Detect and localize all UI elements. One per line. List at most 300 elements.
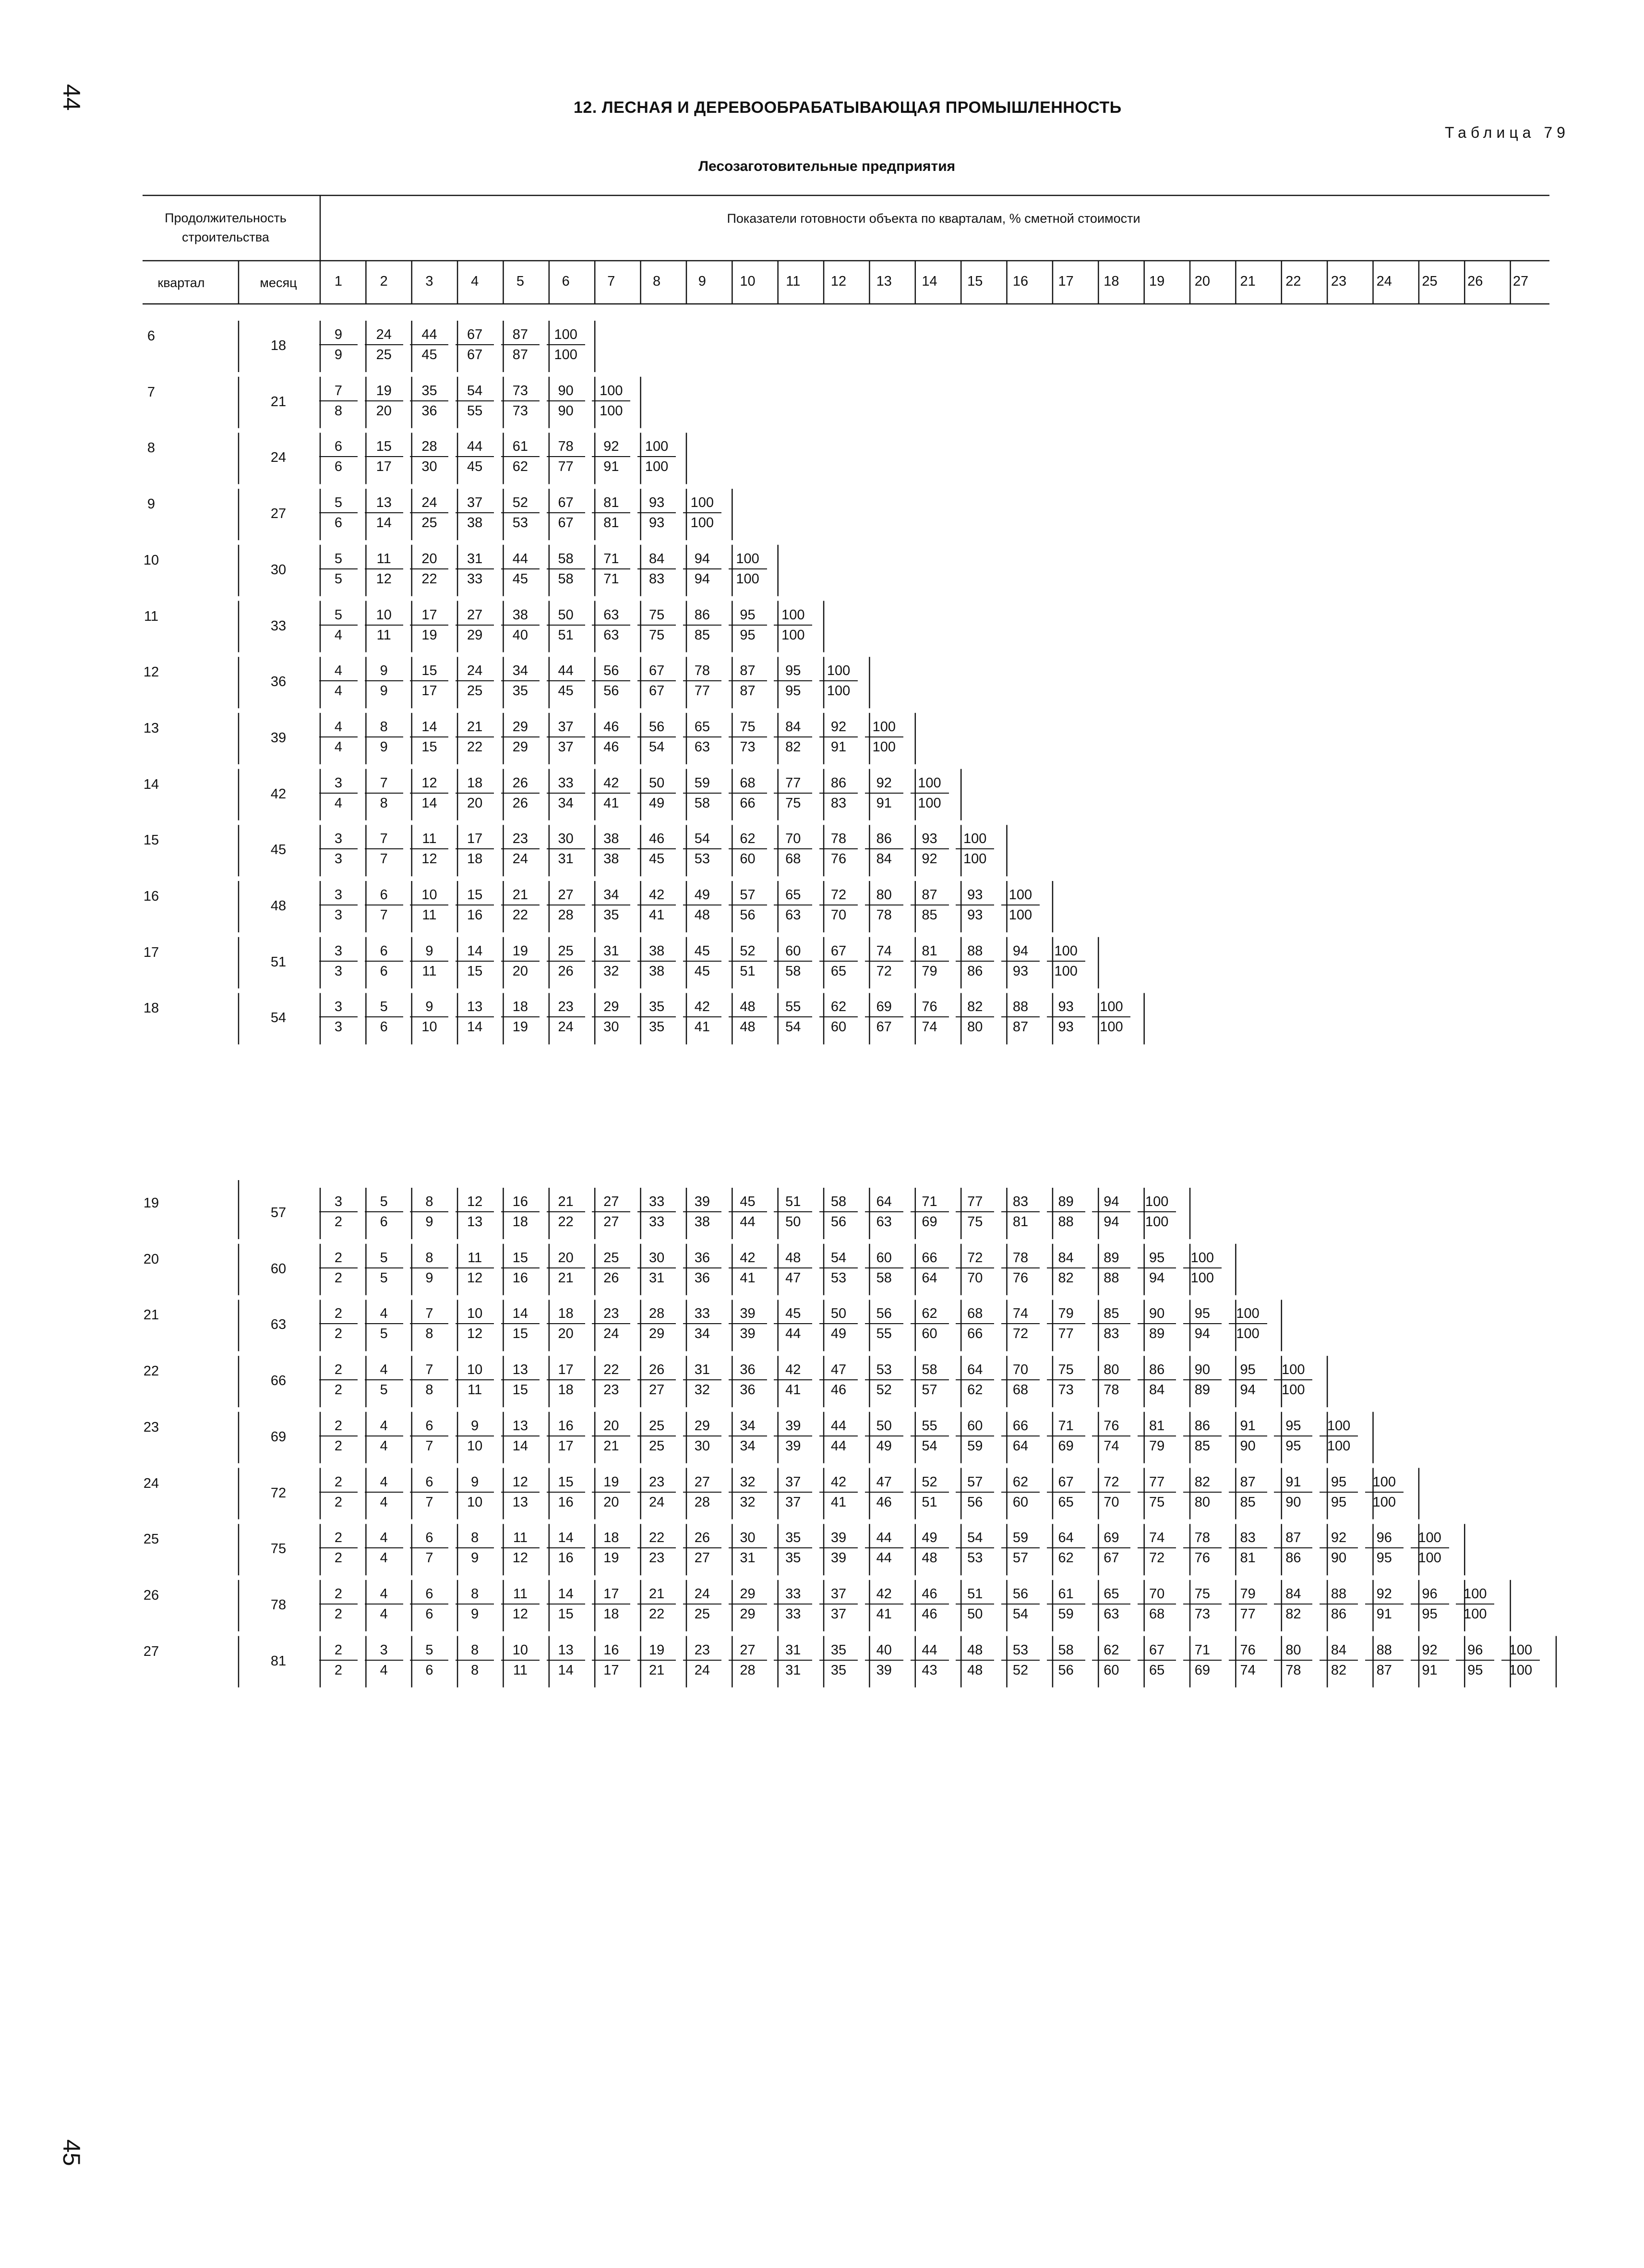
fraction-bar [456, 848, 494, 849]
fraction-cell [728, 718, 768, 756]
fraction-numerator: 44 [512, 551, 528, 567]
fraction-denominator: 5 [380, 1270, 388, 1286]
fraction-denominator: 94 [1104, 1214, 1119, 1230]
fraction-numerator: 95 [740, 607, 756, 623]
fraction-cell [409, 830, 449, 868]
fraction-numerator: 55 [785, 999, 801, 1015]
fraction-numerator: 52 [512, 495, 528, 511]
fraction-denominator: 44 [876, 1550, 892, 1566]
fraction-numerator: 78 [694, 663, 710, 679]
fraction-cell [910, 1361, 950, 1399]
fraction-cell [318, 662, 359, 700]
fraction-bar [1138, 1492, 1176, 1493]
fraction-bar [410, 961, 448, 962]
fraction-cell [364, 662, 404, 700]
fraction-numerator: 75 [648, 607, 665, 623]
fraction-bar [592, 1016, 630, 1017]
fraction-numerator: 50 [648, 775, 665, 791]
fraction-bar [911, 1016, 949, 1017]
table-subtitle: Лесозаготовительные предприятия [698, 158, 956, 174]
fraction-denominator: 56 [1058, 1662, 1074, 1678]
fraction-numerator: 30 [740, 1530, 756, 1546]
fraction-numerator: 42 [603, 775, 619, 791]
fraction-cell [728, 1473, 768, 1511]
fraction-bar [911, 1660, 949, 1661]
fraction-denominator: 100 [1054, 963, 1078, 979]
column-number: 1 [334, 274, 343, 289]
fraction-numerator: 100 [781, 607, 805, 623]
fraction-cell [682, 830, 722, 868]
fraction-numerator: 77 [1149, 1474, 1165, 1490]
fraction-cell [728, 1361, 768, 1399]
fraction-numerator: 60 [876, 1250, 892, 1266]
fraction-numerator: 55 [922, 1418, 937, 1434]
fraction-numerator: 65 [785, 887, 801, 903]
fraction-bar [365, 456, 403, 457]
fraction-numerator: 42 [648, 887, 665, 903]
fraction-numerator: 37 [467, 495, 483, 511]
fraction-cell [1182, 1529, 1223, 1567]
fraction-denominator: 48 [922, 1550, 937, 1566]
fraction-cell [728, 886, 768, 924]
fraction-cell [773, 774, 813, 812]
fraction-bar [501, 1379, 540, 1380]
fraction-bar [547, 1323, 585, 1324]
fraction-numerator: 84 [785, 719, 801, 735]
fraction-cell [455, 1473, 495, 1511]
row-quarter: 12 [143, 664, 159, 680]
fraction-numerator: 10 [376, 607, 392, 623]
fraction-numerator: 25 [603, 1250, 619, 1266]
column-number: 16 [1012, 274, 1029, 289]
fraction-denominator: 3 [334, 851, 343, 867]
fraction-denominator: 38 [694, 1214, 710, 1230]
fraction-bar [1047, 1016, 1085, 1017]
fraction-numerator: 95 [785, 663, 801, 679]
fraction-bar [592, 1379, 630, 1380]
fraction-denominator: 50 [967, 1606, 983, 1622]
fraction-denominator: 2 [334, 1662, 343, 1678]
column-number: 15 [967, 274, 983, 289]
fraction-numerator: 18 [603, 1530, 619, 1546]
fraction-numerator: 9 [380, 663, 388, 679]
fraction-cell [500, 550, 540, 588]
fraction-cell [500, 1361, 540, 1399]
fraction-numerator: 95 [1194, 1306, 1210, 1322]
fraction-numerator: 17 [421, 607, 437, 623]
fraction-numerator: 31 [467, 551, 483, 567]
fraction-numerator: 100 [1190, 1250, 1214, 1266]
fraction-denominator: 55 [467, 403, 483, 419]
fraction-bar [865, 1547, 903, 1548]
fraction-denominator: 73 [1058, 1382, 1074, 1398]
fraction-numerator: 25 [558, 943, 574, 959]
fraction-numerator: 76 [1104, 1418, 1119, 1434]
fraction-numerator: 63 [603, 607, 619, 623]
fraction-denominator: 49 [876, 1438, 892, 1454]
fraction-bar [956, 1211, 994, 1212]
fraction-cell [1000, 1304, 1041, 1343]
fraction-denominator: 89 [1194, 1382, 1210, 1398]
fraction-numerator: 9 [425, 943, 433, 959]
fraction-cell [818, 1585, 859, 1623]
fraction-bar [319, 568, 358, 569]
fraction-cell [1000, 1193, 1041, 1231]
fraction-cell [455, 437, 495, 476]
fraction-cell [591, 718, 631, 756]
fraction-denominator: 11 [376, 627, 391, 643]
fraction-denominator: 15 [467, 963, 483, 979]
column-number: 10 [740, 274, 756, 289]
fraction-denominator: 100 [872, 739, 896, 755]
row-month: 72 [270, 1485, 287, 1501]
fraction-cell [364, 326, 404, 364]
fraction-cell [773, 1249, 813, 1287]
fraction-cell [1228, 1473, 1268, 1511]
fraction-cell [910, 774, 950, 812]
fraction-numerator: 54 [830, 1250, 847, 1266]
fraction-numerator: 53 [1012, 1642, 1029, 1658]
fraction-numerator: 58 [830, 1194, 847, 1209]
fraction-bar [774, 680, 812, 681]
fraction-bar [1411, 1547, 1449, 1548]
fraction-bar [865, 1492, 903, 1493]
fraction-cell [318, 1529, 359, 1567]
fraction-denominator: 100 [645, 459, 669, 475]
fraction-bar [592, 456, 630, 457]
row-month: 18 [270, 338, 287, 353]
fraction-denominator: 75 [967, 1214, 983, 1230]
page-number-top: 44 [58, 84, 85, 111]
fraction-numerator: 89 [1058, 1194, 1074, 1209]
fraction-bar [1001, 961, 1040, 962]
fraction-denominator: 60 [1012, 1494, 1029, 1510]
fraction-denominator: 3 [334, 907, 343, 923]
fraction-cell [409, 1249, 449, 1287]
fraction-cell [955, 1249, 995, 1287]
fraction-cell [910, 1585, 950, 1623]
fraction-numerator: 87 [740, 663, 756, 679]
fraction-denominator: 28 [694, 1494, 710, 1510]
fraction-denominator: 7 [425, 1494, 433, 1510]
fraction-numerator: 74 [1012, 1306, 1029, 1322]
fraction-denominator: 70 [967, 1270, 983, 1286]
fraction-numerator: 5 [334, 607, 343, 623]
fraction-denominator: 87 [1012, 1019, 1029, 1035]
fraction-denominator: 84 [1149, 1382, 1165, 1398]
fraction-bar [1411, 1660, 1449, 1661]
fraction-bar [774, 1547, 812, 1548]
fraction-cell [910, 1249, 950, 1287]
fraction-bar [501, 736, 540, 737]
fraction-denominator: 100 [1464, 1606, 1487, 1622]
fraction-numerator: 52 [922, 1474, 937, 1490]
fraction-denominator: 38 [648, 963, 665, 979]
fraction-cell [546, 942, 586, 980]
fraction-numerator: 80 [1285, 1642, 1301, 1658]
fraction-bar [865, 1016, 903, 1017]
fraction-cell [1273, 1361, 1313, 1399]
fraction-cell [773, 718, 813, 756]
fraction-numerator: 10 [421, 887, 437, 903]
fraction-denominator: 76 [1194, 1550, 1210, 1566]
fraction-numerator: 71 [1194, 1642, 1210, 1658]
fraction-cell [318, 1417, 359, 1455]
fraction-bar [729, 736, 767, 737]
fraction-cell [500, 774, 540, 812]
fraction-numerator: 10 [512, 1642, 528, 1658]
row-month: 45 [270, 842, 287, 858]
fraction-bar [729, 568, 767, 569]
fraction-denominator: 54 [1012, 1606, 1029, 1622]
fraction-bar [956, 1547, 994, 1548]
fraction-bar [683, 1660, 721, 1661]
fraction-cell [591, 1361, 631, 1399]
fraction-denominator: 4 [334, 683, 343, 699]
fraction-cell [364, 1304, 404, 1343]
fraction-denominator: 31 [558, 851, 574, 867]
fraction-cell [864, 1249, 904, 1287]
fraction-bar [410, 512, 448, 513]
fraction-numerator: 100 [1008, 887, 1032, 903]
fraction-cell [318, 886, 359, 924]
fraction-numerator: 4 [334, 719, 343, 735]
fraction-denominator: 77 [1240, 1606, 1256, 1622]
fraction-bar [1138, 1379, 1176, 1380]
fraction-numerator: 71 [1058, 1418, 1074, 1434]
fraction-bar [592, 625, 630, 626]
fraction-denominator: 60 [922, 1326, 937, 1342]
fraction-cell [500, 606, 540, 644]
fraction-numerator: 76 [1240, 1642, 1256, 1658]
fraction-bar [456, 1379, 494, 1380]
fraction-numerator: 11 [376, 551, 391, 567]
fraction-numerator: 6 [425, 1418, 433, 1434]
row-month: 60 [270, 1261, 287, 1277]
fraction-cell [636, 998, 677, 1036]
fraction-denominator: 37 [830, 1606, 847, 1622]
fraction-cell [364, 1641, 404, 1679]
fraction-denominator: 47 [785, 1270, 801, 1286]
fraction-denominator: 65 [830, 963, 847, 979]
fraction-cell [636, 1304, 677, 1343]
fraction-cell [546, 662, 586, 700]
fraction-bar [637, 1547, 676, 1548]
fraction-denominator: 75 [1149, 1494, 1165, 1510]
fraction-denominator: 53 [694, 851, 710, 867]
fraction-cell [318, 382, 359, 420]
fraction-numerator: 8 [471, 1530, 479, 1546]
fraction-denominator: 18 [467, 851, 483, 867]
fraction-denominator: 95 [1285, 1438, 1301, 1454]
fraction-bar [319, 625, 358, 626]
fraction-numerator: 33 [558, 775, 574, 791]
fraction-denominator: 100 [600, 403, 623, 419]
fraction-bar [365, 1492, 403, 1493]
fraction-cell [546, 1304, 586, 1343]
fraction-numerator: 47 [876, 1474, 892, 1490]
fraction-bar [637, 680, 676, 681]
fraction-bar [729, 625, 767, 626]
fraction-cell [455, 382, 495, 420]
fraction-denominator: 100 [1372, 1494, 1396, 1510]
fraction-denominator: 46 [603, 739, 619, 755]
fraction-cell [1000, 1529, 1041, 1567]
fraction-cell [728, 606, 768, 644]
column-number: 3 [425, 274, 433, 289]
fraction-cell [864, 830, 904, 868]
fraction-denominator: 82 [785, 739, 801, 755]
fraction-cell [955, 1641, 995, 1679]
fraction-denominator: 95 [1467, 1662, 1483, 1678]
fraction-numerator: 92 [830, 719, 847, 735]
fraction-cell [546, 1529, 586, 1567]
fraction-cell [455, 1304, 495, 1343]
fraction-cell [955, 1529, 995, 1567]
fraction-bar [456, 400, 494, 401]
fraction-cell [364, 1585, 404, 1623]
fraction-cell [864, 998, 904, 1036]
fraction-denominator: 9 [425, 1270, 433, 1286]
fraction-cell [955, 1193, 995, 1231]
fraction-numerator: 56 [876, 1306, 892, 1322]
fraction-denominator: 43 [922, 1662, 937, 1678]
row-quarter: 21 [143, 1307, 159, 1323]
fraction-denominator: 24 [694, 1662, 710, 1678]
fraction-cell [546, 1473, 586, 1511]
fraction-bar [456, 625, 494, 626]
row-month: 27 [270, 506, 287, 522]
fraction-numerator: 4 [380, 1474, 388, 1490]
fraction-bar [547, 961, 585, 962]
row-quarter: 16 [143, 889, 159, 904]
fraction-numerator: 77 [967, 1194, 983, 1209]
fraction-cell [364, 830, 404, 868]
fraction-numerator: 2 [334, 1306, 343, 1322]
fraction-numerator: 37 [785, 1474, 801, 1490]
fraction-denominator: 90 [1285, 1494, 1301, 1510]
row-quarter: 13 [143, 720, 159, 736]
fraction-cell [773, 1361, 813, 1399]
fraction-bar [365, 961, 403, 962]
fraction-denominator: 36 [694, 1270, 710, 1286]
fraction-bar [456, 961, 494, 962]
fraction-numerator: 42 [785, 1362, 801, 1378]
fraction-numerator: 6 [425, 1586, 433, 1602]
fraction-numerator: 83 [1012, 1194, 1029, 1209]
fraction-numerator: 29 [512, 719, 528, 735]
fraction-numerator: 50 [830, 1306, 847, 1322]
fraction-denominator: 86 [1285, 1550, 1301, 1566]
fraction-numerator: 49 [694, 887, 710, 903]
fraction-cell [955, 1304, 995, 1343]
fraction-cell [500, 942, 540, 980]
fraction-denominator: 79 [1149, 1438, 1165, 1454]
fraction-denominator: 4 [380, 1438, 388, 1454]
column-number: 8 [653, 274, 661, 289]
fraction-denominator: 81 [1012, 1214, 1029, 1230]
fraction-denominator: 22 [467, 739, 483, 755]
fraction-denominator: 60 [830, 1019, 847, 1035]
fraction-bar [319, 344, 358, 345]
fraction-numerator: 67 [1149, 1642, 1165, 1658]
fraction-cell [1000, 1417, 1041, 1455]
fraction-cell [818, 830, 859, 868]
fraction-denominator: 12 [512, 1606, 528, 1622]
fraction-denominator: 7 [425, 1550, 433, 1566]
fraction-cell [500, 326, 540, 364]
fraction-cell [364, 1417, 404, 1455]
fraction-bar [637, 568, 676, 569]
fraction-numerator: 3 [334, 1194, 343, 1209]
fraction-denominator: 11 [422, 963, 437, 979]
fraction-bar [956, 1660, 994, 1661]
row-month: 36 [270, 674, 287, 690]
fraction-numerator: 24 [421, 495, 437, 511]
column-number: 5 [516, 274, 524, 289]
fraction-denominator: 25 [467, 683, 483, 699]
fraction-numerator: 38 [603, 831, 619, 847]
fraction-denominator: 30 [694, 1438, 710, 1454]
fraction-cell [1091, 1193, 1131, 1231]
fraction-numerator: 92 [603, 439, 619, 455]
fraction-bar [865, 961, 903, 962]
fraction-cell [500, 494, 540, 532]
fraction-numerator: 86 [876, 831, 892, 847]
fraction-cell [1410, 1529, 1450, 1567]
page-number-bottom: 45 [58, 2139, 85, 2166]
fraction-cell [636, 1641, 677, 1679]
fraction-numerator: 45 [694, 943, 710, 959]
fraction-numerator: 94 [1012, 943, 1029, 959]
fraction-cell [773, 1473, 813, 1511]
fraction-denominator: 69 [1058, 1438, 1074, 1454]
fraction-denominator: 15 [512, 1326, 528, 1342]
fraction-denominator: 45 [558, 683, 574, 699]
fraction-denominator: 2 [334, 1270, 343, 1286]
fraction-cell [409, 1417, 449, 1455]
fraction-numerator: 26 [512, 775, 528, 791]
fraction-cell [864, 1193, 904, 1231]
fraction-denominator: 32 [603, 963, 619, 979]
fraction-cell [591, 830, 631, 868]
fraction-numerator: 7 [380, 775, 388, 791]
fraction-denominator: 44 [785, 1326, 801, 1342]
fraction-bar [1320, 1547, 1358, 1548]
fraction-cell [955, 942, 995, 980]
fraction-denominator: 45 [421, 347, 437, 362]
fraction-cell [591, 1585, 631, 1623]
fraction-numerator: 14 [467, 943, 483, 959]
fraction-cell [409, 606, 449, 644]
fraction-denominator: 2 [334, 1382, 343, 1398]
fraction-bar [365, 1267, 403, 1268]
fraction-numerator: 100 [690, 495, 714, 511]
fraction-bar [683, 1267, 721, 1268]
fraction-denominator: 51 [558, 627, 574, 643]
fraction-denominator: 85 [1194, 1438, 1210, 1454]
fraction-denominator: 4 [380, 1662, 388, 1678]
fraction-cell [910, 1473, 950, 1511]
fraction-bar [729, 848, 767, 849]
fraction-cell [682, 886, 722, 924]
row-month: 63 [270, 1317, 287, 1333]
fraction-denominator: 2 [334, 1550, 343, 1566]
fraction-numerator: 89 [1104, 1250, 1119, 1266]
fraction-numerator: 5 [334, 551, 343, 567]
fraction-cell [1182, 1304, 1223, 1343]
fraction-denominator: 30 [603, 1019, 619, 1035]
